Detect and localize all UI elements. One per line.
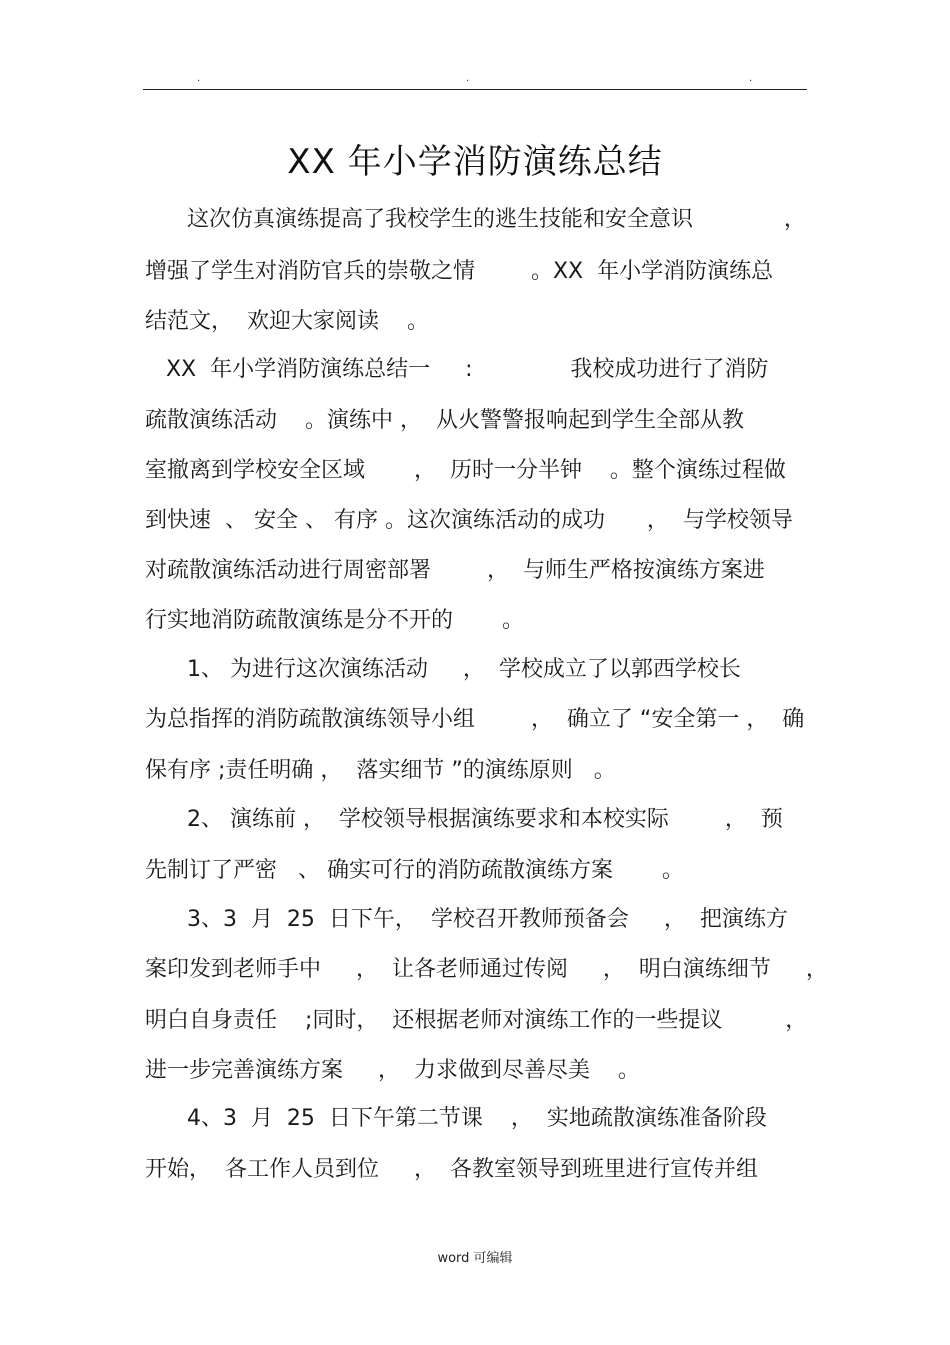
body-line: 保有序 ;责任明确 ， 落实细节 ”的演练原则 。	[145, 758, 616, 783]
body-line: 结范文， 欢迎大家阅读 。	[145, 309, 429, 334]
header-dot-center: .	[466, 73, 470, 84]
body-line: 行实地消防疏散演练是分不开的 。	[145, 608, 524, 633]
body-line: 明白自身责任 ;同时， 还根据老师对演练工作的一些提议 ，	[145, 1008, 808, 1033]
body-line: 疏散演练活动 。演练中 ， 从火警警报响起到学生全部从教	[145, 408, 744, 433]
body-line: 1、 为进行这次演练活动 ， 学校成立了以郭西学校长	[145, 657, 741, 682]
body-line: 3、3 月 25 日下午， 学校召开教师预备会 ， 把演练方	[145, 907, 788, 932]
body-line: 到快速 、 安全 、 有序 。这次演练活动的成功 ， 与学校领导	[145, 508, 793, 533]
body-line: 先制订了严密 、 确实可行的消防疏散演练方案 。	[145, 858, 684, 883]
body-line: 进一步完善演练方案 ， 力求做到尽善尽美 。	[145, 1058, 640, 1083]
body-line: 室撤离到学校安全区域 ， 历时一分半钟 。整个演练过程做	[145, 458, 786, 483]
body-line: 2、 演练前 ， 学校领导根据演练要求和本校实际 ， 预	[145, 807, 783, 832]
page-footer: word 可编辑	[437, 1251, 513, 1266]
body-line: 对疏散演练活动进行周密部署 ， 与师生严格按演练方案进	[145, 558, 765, 583]
header-dot-left: .	[197, 73, 201, 84]
body-line: 增强了学生对消防官兵的崇敬之情 。XX 年小学消防演练总	[145, 259, 774, 284]
header-dot-right: .	[749, 73, 753, 84]
body-line: 案印发到老师手中 ， 让各老师通过传阅 ， 明白演练细节 ，	[145, 957, 828, 982]
header-rule	[143, 89, 807, 90]
document-title: XX 年小学消防演练总结	[287, 142, 663, 182]
body-line: 4、3 月 25 日下午第二节课 ， 实地疏散演练准备阶段	[145, 1106, 767, 1131]
body-line: 为总指挥的消防疏散演练领导小组 ， 确立了 “安全第一 ， 确	[145, 707, 805, 732]
body-line: XX 年小学消防演练总结一 : 我校成功进行了消防	[145, 357, 769, 382]
body-line: 这次仿真演练提高了我校学生的逃生技能和安全意识 ，	[145, 207, 806, 232]
body-line: 开始， 各工作人员到位 ， 各教室领导到班里进行宣传并组	[145, 1157, 758, 1182]
